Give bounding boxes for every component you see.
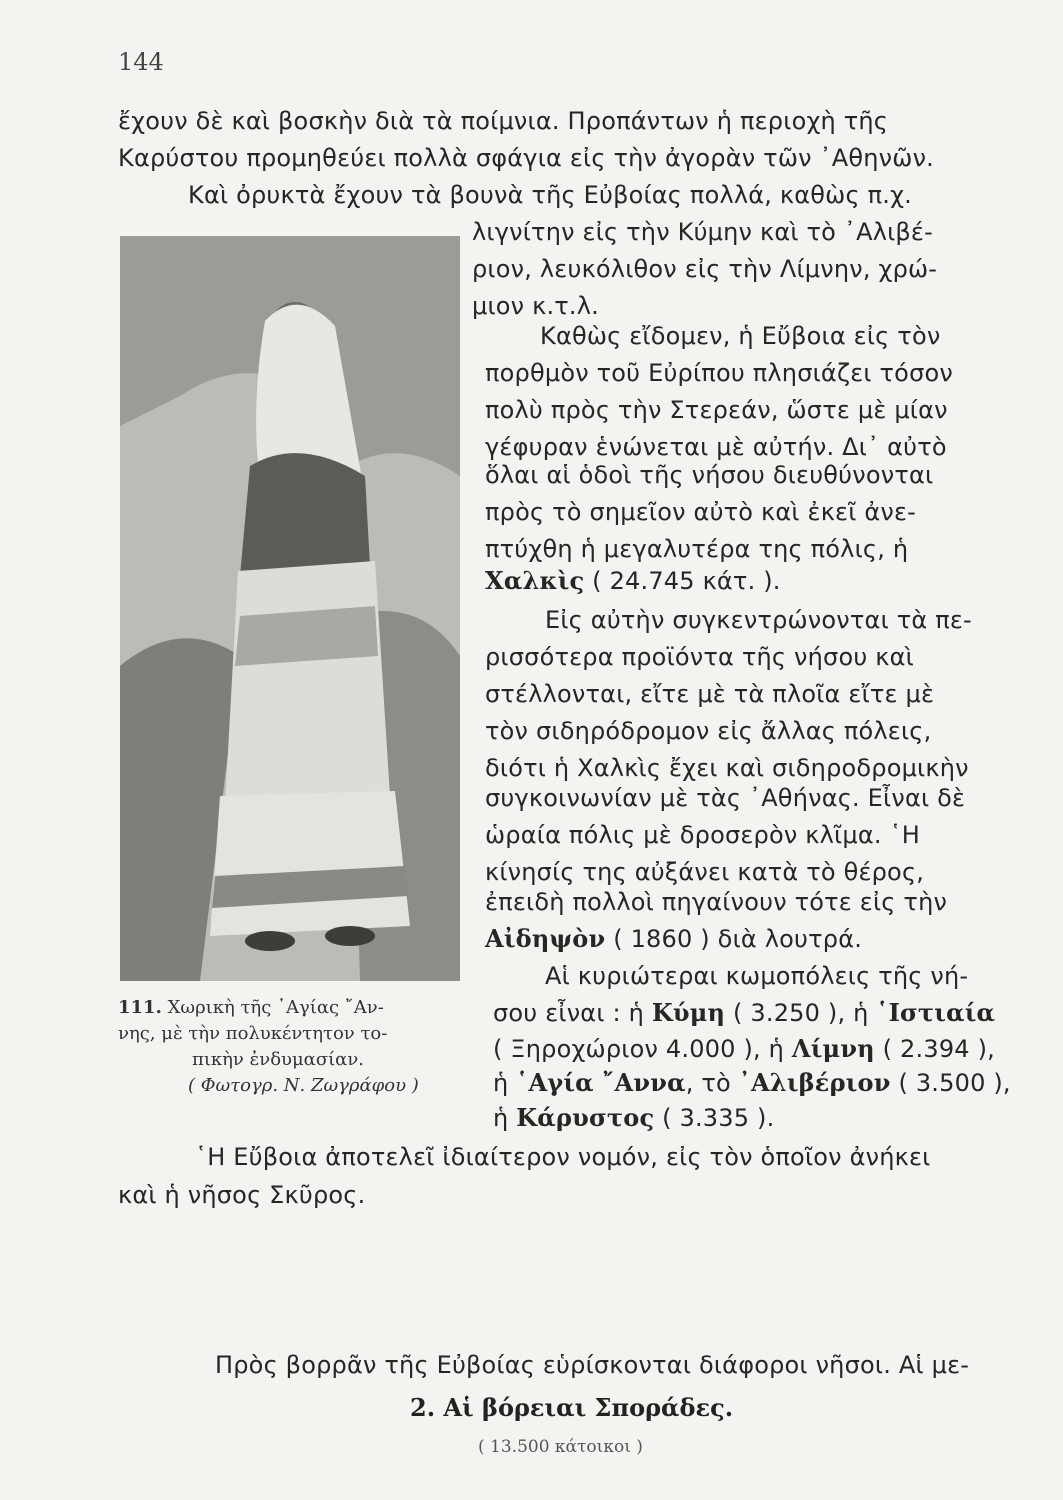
place-name-karystos: Κάρυστος [516,1103,655,1132]
page-number: 144 [118,48,164,76]
caption-text-1: Χωρικὴ τῆς ῾Αγίας ῎Αν- [167,997,384,1018]
text-line-right-10 [485,534,908,564]
section-subheading: ( 13.500 κάτοικοι ) [478,1437,643,1457]
text-segment: ρισσότερα προϊόντα τῆς νήσου καὶ [485,643,914,671]
text-segment: λιγνίτην εἰς τὴν Κύμην καὶ τὸ ᾿Αλιβέ- [472,218,933,246]
text-line-right-4 [540,321,940,351]
photo-woman-traditional-costume [120,236,460,981]
text-line-bottom-2: καὶ ἡ νῆσος Σκῦρος. [118,1181,366,1209]
text-line-right-6 [485,395,948,425]
place-name-limni: Λίμνη [791,1034,875,1063]
text-segment: ( 1860 ) διὰ λουτρά. [605,925,863,953]
text-segment: πρὸς τὸ σημεῖον αὐτὸ καὶ ἐκεῖ ἀνε- [485,498,917,526]
photo-figure-silhouette [120,236,460,981]
text-segment: πορθμὸν τοῦ Εὐρίπου πλησιάζει τόσον [485,359,953,387]
text-segment: κίνησίς της αὐξάνει κατὰ τὸ θέρος, [485,858,925,886]
text-line-right-1 [472,217,933,247]
text-line-right-22 [545,961,968,991]
text-line-right-3 [472,291,599,321]
text-line-last: Πρὸς βορρᾶν τῆς Εὐβοίας εὑρίσκονται διάφοροι νῆσοι. Αἱ με- [215,1351,970,1379]
text-line-bottom-1: ῾Η Εὔβοια ἀποτελεῖ ἰδιαίτερον νομόν, εἰς τὸν ὁποῖον ἀνήκει [195,1143,931,1171]
caption-credit: ( Φωτογρ. Ν. Ζωγράφου ) [188,1075,419,1096]
text-line-right-20 [485,887,947,917]
text-segment: ( 3.500 ), [890,1069,1011,1097]
text-segment: στέλλονται, εἴτε μὲ τὰ πλοῖα εἴτε μὲ [485,680,935,708]
place-name-chalkis: Χαλκὶς [485,566,585,595]
text-line-top-3: Καὶ ὀρυκτὰ ἔχουν τὰ βουνὰ τῆς Εὐβοίας πολλά, καθὼς π.χ. [188,181,912,209]
text-line-right-24 [493,1034,995,1064]
text-line-right-7 [485,432,947,462]
text-segment: γέφυραν ἑνώνεται μὲ αὐτήν. Δι᾿ αὐτὸ [485,433,947,461]
text-line-right-5 [485,358,953,388]
text-line-right-26 [493,1103,774,1133]
text-segment: ἡ [493,1069,517,1097]
text-line-right-19 [485,857,924,887]
caption-number: 111. [118,997,162,1018]
text-line-right-17 [485,783,965,813]
text-line-right-2 [472,254,937,284]
text-line-right-15 [485,716,931,746]
text-segment: Εἰς αὐτὴν συγκεντρώνονται τὰ πε- [545,606,972,634]
place-name-aidipsos: Αἰδηψὸν [485,924,606,953]
text-segment: συγκοινωνίαν μὲ τὰς ᾿Αθήνας. Εἶναι δὲ [485,784,966,812]
text-segment: σου εἶναι : ἡ [493,999,652,1027]
caption-line-3: πικὴν ἐνδυμασίαν. [192,1049,364,1070]
text-line-right-12 [545,605,972,635]
text-line-top-1: ἔχουν δὲ καὶ βοσκὴν διὰ τὰ ποίμνια. Προπάντων ἡ περιοχὴ τῆς [118,107,889,135]
text-line-right-18 [485,820,920,850]
text-segment: Αἱ κυριώτεραι κωμοπόλεις τῆς νή- [545,962,969,990]
text-segment: ( Ξηροχώριον 4.000 ), ἡ [493,1035,792,1063]
place-name-agia-anna: ῾Αγία ῎Αννα [516,1068,686,1097]
text-line-right-13 [485,642,914,672]
text-segment: ἡ [493,1104,517,1132]
section-heading: 2. Αἱ βόρειαι Σποράδες. [410,1393,734,1422]
text-line-right-11 [485,566,781,596]
text-segment: διότι ἡ Χαλκὶς ἔχει καὶ σιδηροδρομικὴν [485,754,969,782]
place-name-aliverion: ᾿Αλιβέριον [738,1068,891,1097]
text-line-right-14 [485,679,934,709]
text-segment: ριον, λευκόλιθον εἰς τὴν Λίμνην, χρώ- [472,255,938,283]
place-name-kymi: Κύμη [651,998,726,1027]
text-segment: ( 2.394 ), [874,1035,995,1063]
caption-line-2: νης, μὲ τὴν πολυκέντητον το- [118,1023,388,1044]
text-segment: ( 3.335 ). [654,1104,775,1132]
text-segment: τὸν σιδηρόδρομον εἰς ἄλλας πόλεις, [485,717,932,745]
text-segment: Καθὼς εἴδομεν, ἡ Εὔβοια εἰς τὸν [540,322,941,350]
text-segment: ἐπειδὴ πολλοὶ πηγαίνουν τότε εἰς τὴν [485,888,948,916]
text-segment: ὅλαι αἱ ὁδοὶ τῆς νήσου διευθύνονται [485,461,934,489]
text-line-right-8 [485,460,933,490]
text-segment: μιον κ.τ.λ. [472,292,599,320]
photo-caption [118,995,463,1099]
text-segment: ὡραία πόλις μὲ δροσερὸν κλῖμα. ῾Η [485,821,920,849]
text-segment: πολὺ πρὸς τὴν Στερεάν, ὥστε μὲ μίαν [485,396,948,424]
text-segment: πτύχθη ἡ μεγαλυτέρα της πόλις, ἡ [485,535,909,563]
text-line-right-9 [485,497,916,527]
text-line-right-21 [485,924,862,954]
text-line-right-16 [485,753,969,783]
text-segment: , τὸ [685,1069,739,1097]
text-line-top-2: Καρύστου προμηθεύει πολλὰ σφάγια εἰς τὴν ἀγορὰν τῶν ᾿Αθηνῶν. [118,144,935,172]
place-name-istiaia: ῾Ιστιαία [876,998,996,1027]
text-line-right-25 [493,1068,1011,1098]
caption-line-1 [118,995,463,1021]
text-segment: ( 3.250 ), ἡ [725,999,877,1027]
text-segment: ( 24.745 κάτ. ). [584,567,781,595]
text-line-right-23 [493,998,995,1028]
